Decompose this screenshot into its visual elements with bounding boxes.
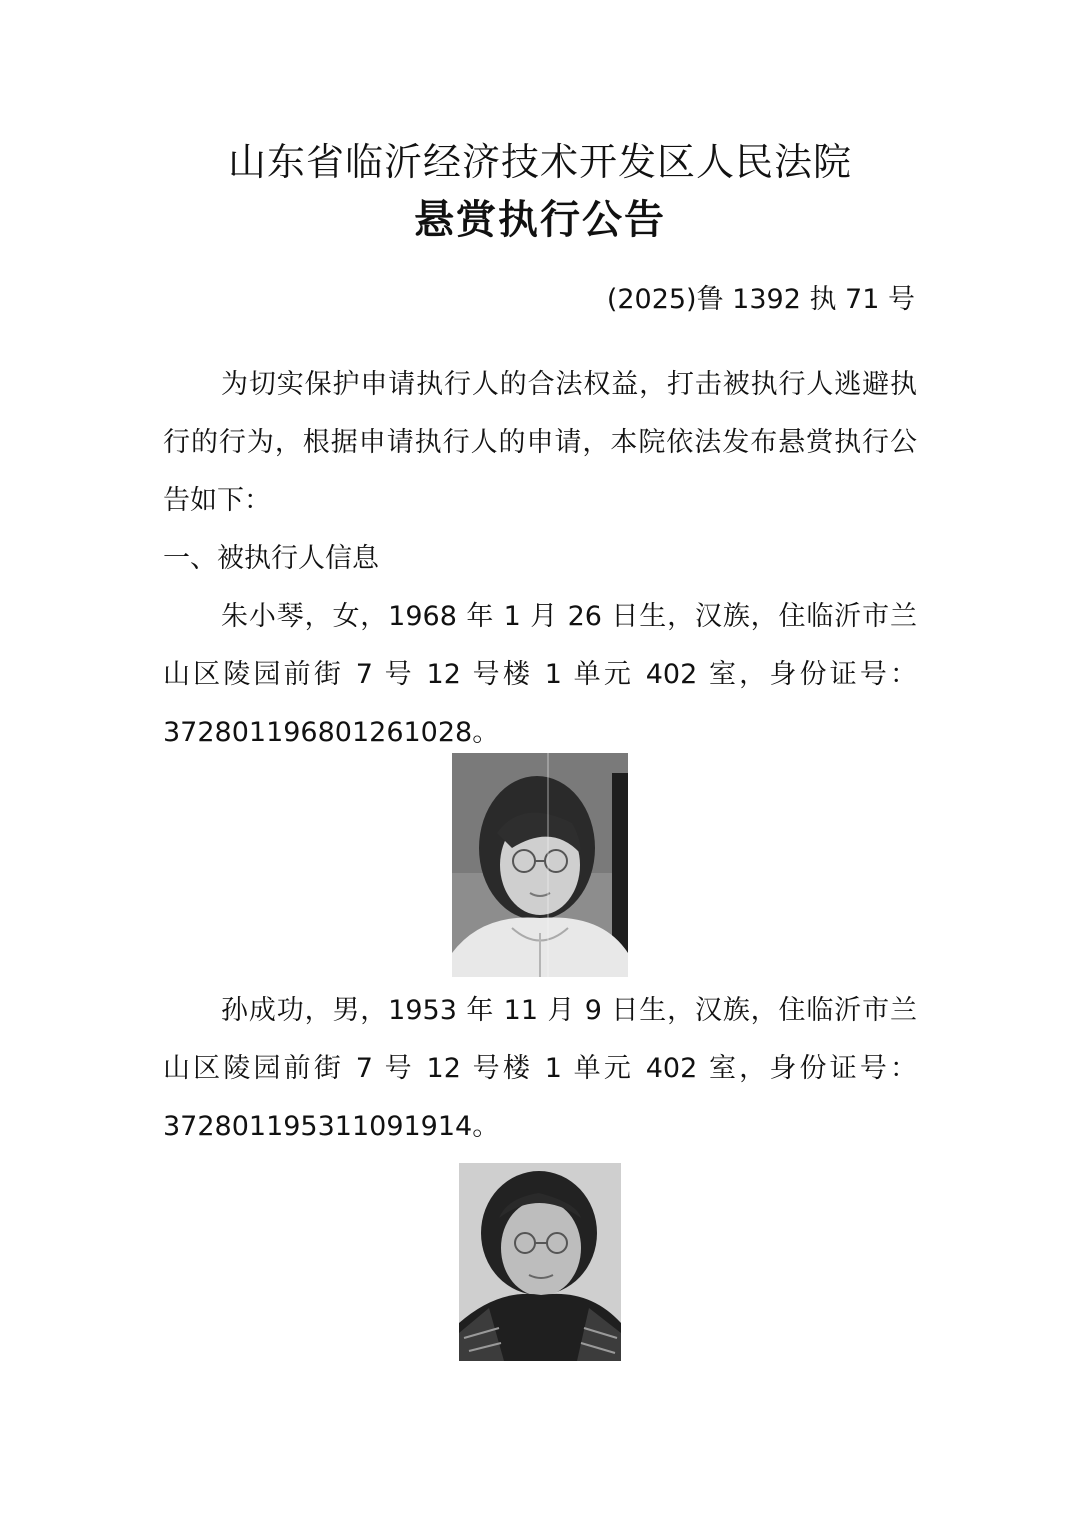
court-name: 山东省临沂经济技术开发区人民法院 xyxy=(227,140,852,184)
person-2-photo xyxy=(459,1163,621,1361)
person-1-description: 朱小琴，女，1968 年 1 月 26 日生，汉族，住临沂市兰山区陵园前街 7 号 12 号楼 1 单元 402 室，身份证号：372801196801261028。 xyxy=(163,601,917,748)
person-2-description: 孙成功，男，1953 年 11 月 9 日生，汉族，住临沂市兰山区陵园前街 7 号 12 号楼 1 单元 402 室，身份证号：372801195311091914。 xyxy=(163,995,917,1142)
case-number: (2025)鲁 1392 执 71 号 xyxy=(606,284,915,315)
female-portrait-photo-icon xyxy=(452,753,628,977)
person-1-photo xyxy=(452,753,628,977)
section-heading-person-info: 一、被执行人信息 xyxy=(163,543,379,574)
male-portrait-photo-icon xyxy=(459,1163,621,1361)
intro-paragraph: 为切实保护申请执行人的合法权益，打击被执行人逃避执行的行为，根据申请执行人的申请，本院依法发布悬赏执行公告如下： xyxy=(163,369,917,516)
notice-title: 悬赏执行公告 xyxy=(414,196,666,243)
